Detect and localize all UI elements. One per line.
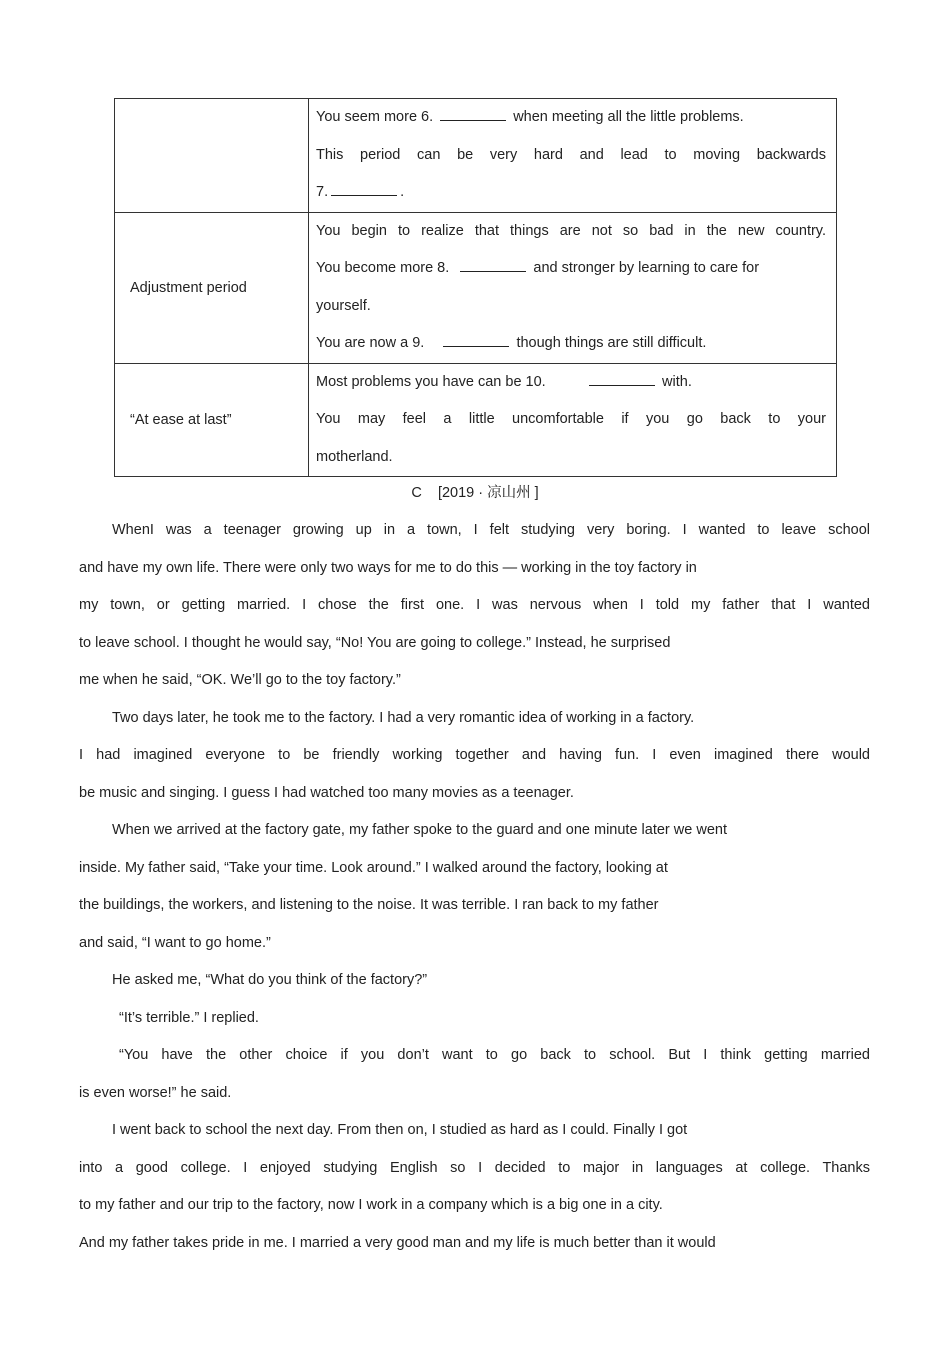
table-line: You may feel a little uncomfortable if you go back to your (316, 411, 826, 427)
stage-description (309, 212, 837, 363)
answer-blank-10[interactable] (589, 373, 655, 386)
table-line: You seem more 6. when meeting all the little problems. (316, 109, 744, 125)
table-row (115, 212, 837, 363)
stage-label: “At ease at last” (115, 363, 309, 477)
stages-table (114, 98, 837, 477)
passage-line: When we arrived at the factory gate, my father spoke to the guard and one minute later we went (112, 822, 727, 838)
passage-line: me when he said, “OK. We’ll go to the toy factory.” (79, 672, 401, 688)
table-row (115, 99, 837, 213)
passage-line: “You have the other choice if you don’t want to go back to school. But I think getting married (119, 1047, 870, 1063)
section-heading (0, 481, 950, 505)
passage-line: my town, or getting married. I chose the first one. I was nervous when I told my father that I wanted (79, 597, 870, 613)
answer-blank-6[interactable] (440, 108, 506, 121)
stage-description (309, 363, 837, 477)
table-line: You begin to realize that things are not so bad in the new country. (316, 222, 826, 239)
table-row (115, 363, 837, 477)
table-line: You become more 8. and stronger by learning to care for (316, 260, 760, 276)
passage-line: be music and singing. I guess I had watched too many movies as a teenager. (79, 784, 574, 801)
passage-line: the buildings, the workers, and listening to the noise. It was terrible. I ran back to my father (79, 897, 659, 913)
passage-line: He asked me, “What do you think of the factory?” (112, 972, 428, 988)
table-line: 7. . (316, 184, 405, 200)
passage-line: and have my own life. There were only two ways for me to do this — working in the toy factory in (79, 559, 697, 576)
section-source: [2019 · 凉山州 ] (437, 485, 539, 501)
passage-line: WhenI was a teenager growing up in a town, I felt studying very boring. I wanted to leave school (112, 522, 870, 538)
passage-line: Two days later, he took me to the factory. I had a very romantic idea of working in a factory. (112, 709, 695, 726)
passage-line: And my father takes pride in me. I married a very good man and my life is much better than it would (79, 1234, 716, 1251)
reading-passage (79, 512, 870, 1262)
table-line: motherland. (316, 448, 393, 465)
stage-label (115, 99, 309, 213)
passage-line: into a good college. I enjoyed studying English so I decided to major in languages at college. Thanks (79, 1159, 870, 1176)
stage-label: Adjustment period (115, 212, 309, 363)
passage-line: I went back to school the next day. From then on, I studied as hard as I could. Finally I got (112, 1122, 688, 1138)
table-line: Most problems you have can be 10. with. (316, 373, 692, 390)
table-line: You are now a 9. though things are still difficult. (316, 335, 707, 351)
passage-line: is even worse!” he said. (79, 1084, 232, 1101)
answer-blank-9[interactable] (443, 334, 509, 347)
stage-description (309, 99, 837, 213)
answer-blank-8[interactable] (460, 259, 526, 272)
passage-line: to my father and our trip to the factory, now I work in a company which is a big one in a city. (79, 1197, 663, 1213)
passage-line: inside. My father said, “Take your time. Look around.” I walked around the factory, looking at (79, 859, 668, 876)
passage-line: “It’s terrible.” I replied. (119, 1009, 259, 1026)
answer-blank-7[interactable] (331, 183, 397, 196)
passage-line: I had imagined everyone to be friendly working together and having fun. I even imagined there would (79, 747, 870, 763)
table-line: This period can be very hard and lead to moving backwards (316, 146, 826, 163)
table-line: yourself. (316, 297, 371, 314)
passage-line: to leave school. I thought he would say, “No! You are going to college.” Instead, he surprised (79, 634, 671, 651)
section-letter: C (411, 485, 422, 501)
passage-line: and said, “I want to go home.” (79, 934, 271, 951)
